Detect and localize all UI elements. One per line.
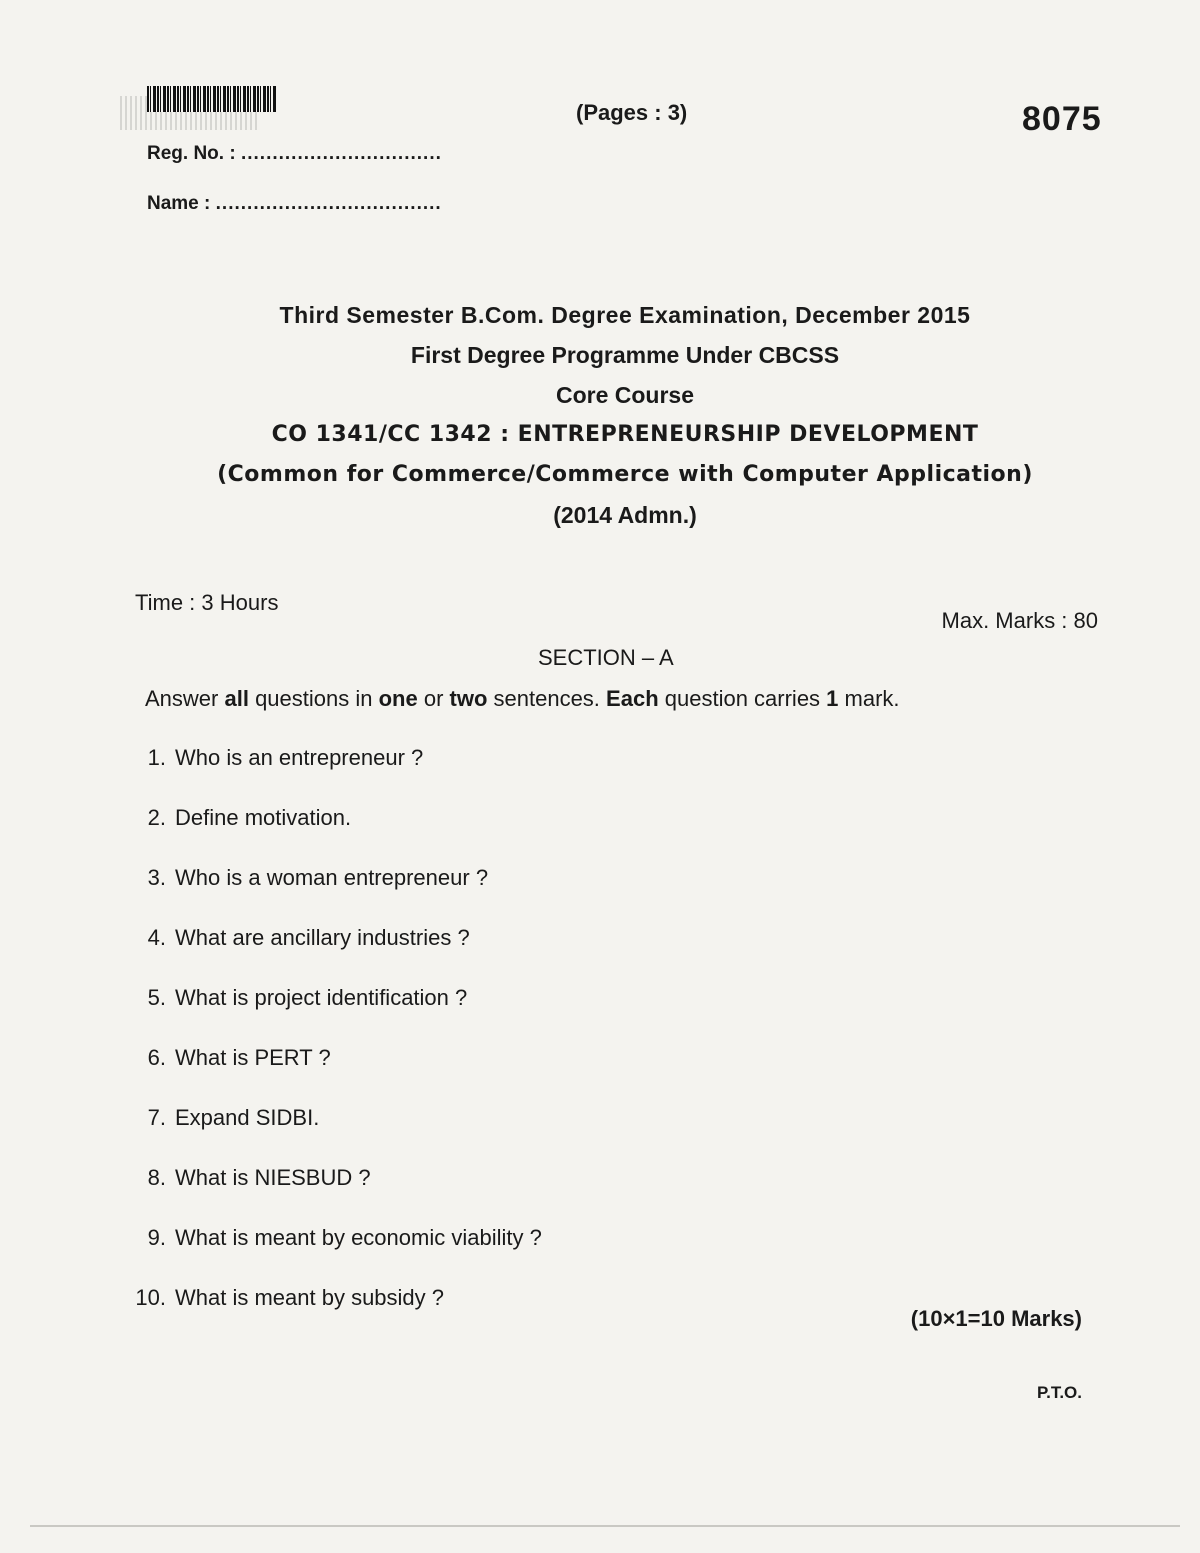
section-a-marks: (10×1=10 Marks): [910, 1306, 1082, 1331]
programme-title: First Degree Programme Under CBCSS: [410, 342, 840, 368]
question-number: 6.: [147, 1045, 166, 1070]
question-number: 1.: [147, 745, 166, 770]
question-text: What is meant by subsidy ?: [175, 1285, 445, 1310]
instruction-bold: two: [449, 686, 488, 711]
question-item: [118, 1225, 1098, 1285]
instruction-bold: 1: [826, 686, 839, 711]
admission-year: (2014 Admn.): [553, 502, 697, 528]
instruction-bold: one: [378, 686, 418, 711]
question-text: Who is a woman entrepreneur ?: [175, 865, 489, 890]
question-text: What is NIESBUD ?: [175, 1165, 371, 1190]
question-number: 5.: [147, 985, 166, 1010]
question-number: 4.: [147, 925, 166, 950]
page-edge-divider: [30, 1525, 1180, 1527]
paper-code: 8075: [1022, 100, 1102, 138]
question-item: [118, 1105, 1098, 1165]
question-item: [118, 1165, 1098, 1225]
pto-label: P.T.O.: [1036, 1383, 1082, 1402]
question-text: What is meant by economic viability ?: [175, 1225, 542, 1250]
question-text: Define motivation.: [175, 805, 352, 830]
reg-no-label: Reg. No. :: [147, 143, 236, 164]
question-number: 10.: [135, 1285, 166, 1310]
question-text: What is PERT ?: [175, 1045, 331, 1070]
question-list: [118, 745, 1098, 1345]
subject-title: CO 1341/CC 1342 : ENTREPRENEURSHIP DEVELOPMENT: [271, 422, 979, 447]
section-a-instruction: [145, 686, 900, 712]
name-field: [147, 193, 442, 215]
instruction-text: Answer: [145, 686, 225, 711]
name-dots: ....................................: [215, 193, 442, 214]
barcode: [147, 86, 277, 112]
question-text: What is project identification ?: [175, 985, 468, 1010]
page-count: (Pages : 3): [576, 100, 688, 125]
instruction-bold: Each: [606, 686, 659, 711]
question-item: [118, 805, 1098, 865]
question-number: 8.: [147, 1165, 166, 1190]
exam-titles: [150, 295, 1100, 535]
instruction-text: or: [417, 686, 450, 711]
question-text: Expand SIDBI.: [175, 1105, 320, 1130]
question-item: [118, 1045, 1098, 1105]
reg-no-dots: ................................: [240, 143, 442, 164]
question-number: 7.: [147, 1105, 166, 1130]
instruction-text: sentences.: [487, 686, 607, 711]
exam-title: Third Semester B.Com. Degree Examination, December 2015: [279, 302, 971, 328]
question-item: [118, 865, 1098, 925]
common-note: (Common for Commerce/Commerce with Computer Application): [217, 462, 1033, 487]
instruction-text: mark.: [838, 686, 900, 711]
question-number: 2.: [147, 805, 166, 830]
reg-no-field: [147, 143, 442, 165]
question-number: 9.: [147, 1225, 166, 1250]
question-item: [118, 925, 1098, 985]
question-item: [118, 745, 1098, 805]
max-marks: Max. Marks : 80: [941, 608, 1098, 633]
question-text: What are ancillary industries ?: [175, 925, 470, 950]
course-title: Core Course: [555, 382, 695, 408]
question-item: [118, 985, 1098, 1045]
question-text: Who is an entrepreneur ?: [175, 745, 424, 770]
instruction-text: questions in: [248, 686, 379, 711]
name-label: Name :: [147, 193, 211, 214]
instruction-bold: all: [224, 686, 249, 711]
instruction-text: question carries: [658, 686, 827, 711]
time-allowed: Time : 3 Hours: [135, 590, 279, 615]
section-a-heading: SECTION – A: [538, 645, 674, 670]
question-number: 3.: [147, 865, 166, 890]
